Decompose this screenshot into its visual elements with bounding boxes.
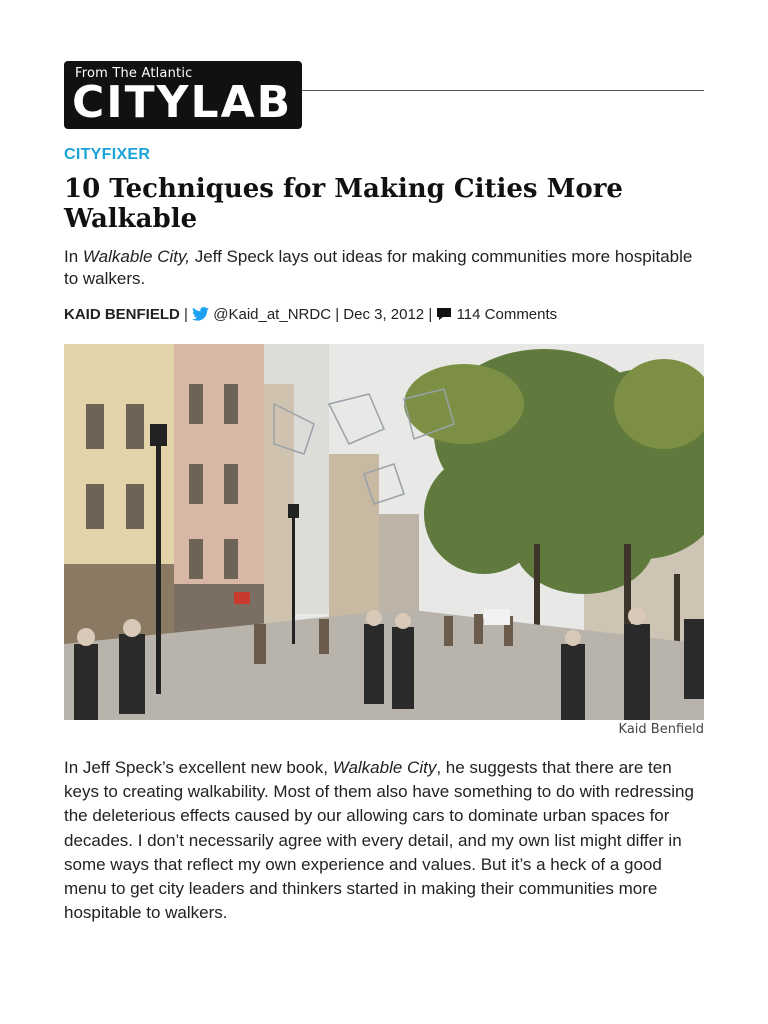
photo-credit: Kaid Benfield — [618, 722, 704, 737]
paragraph-book-title: Walkable City — [332, 758, 437, 777]
article-paragraph — [64, 756, 704, 925]
comments-link[interactable]: 114 Comments — [456, 306, 558, 323]
logo-wordmark: CITYLAB — [72, 77, 293, 128]
article-headline: 10 Techniques for Making Cities More Walkable — [64, 174, 623, 234]
paragraph-text-prefix: In Jeff Speck’s excellent new book, — [64, 758, 333, 777]
comment-bubble-icon — [436, 307, 452, 321]
dek-book-title: Walkable City, — [82, 247, 190, 266]
citylab-logo[interactable] — [64, 61, 302, 129]
publish-date: Dec 3, 2012 — [343, 306, 425, 323]
byline — [64, 306, 704, 323]
byline-separator: | — [179, 306, 193, 323]
article-photo — [64, 344, 704, 720]
twitter-bird-icon — [192, 307, 209, 321]
twitter-handle-link[interactable]: @Kaid_at_NRDC — [213, 306, 332, 323]
article-dek — [64, 246, 704, 290]
author-name[interactable]: KAID BENFIELD — [64, 306, 180, 323]
header-divider — [302, 90, 704, 91]
dek-text: Jeff Speck lays out ideas for making communities more hospitable to walkers. — [64, 247, 693, 288]
byline-separator: | — [424, 306, 437, 323]
logo-tagline: From The Atlantic — [75, 66, 193, 81]
paragraph-text: , he suggests that there are ten keys to creating walkability. Most of them also have something to do with redressing the deleterious effects caused by our allowing cars to dominate urban spaces for decades. I don’t necessarily agree with every detail, and my own list might differ in some ways that reflect my own experience and values. But it’s a heck of a good menu to get city leaders and thinkers started in making their communities more hospitable to walkers. — [64, 758, 694, 923]
street-scene-illustration — [64, 344, 704, 720]
byline-separator: | — [331, 306, 344, 323]
section-link[interactable]: CITYFIXER — [64, 146, 151, 163]
dek-prefix: In — [64, 247, 83, 266]
